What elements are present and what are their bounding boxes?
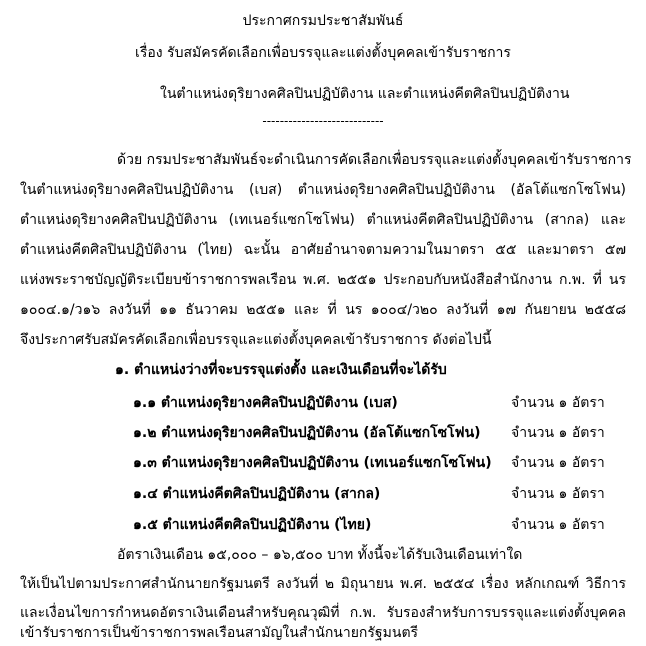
- position-count: จำนวน ๑ อัตรา: [511, 455, 605, 471]
- announcement-title: ประกาศกรมประชาสัมพันธ์: [242, 13, 404, 29]
- section-1-heading: ๑. ตำแหน่งว่างที่จะบรรจุแต่งตั้ง และเงินเดือนที่จะได้รับ: [115, 362, 447, 378]
- position-count: จำนวน ๑ อัตรา: [511, 395, 605, 411]
- salary-line-4: เข้ารับราชการเป็นข้าราชการพลเรือนสามัญในสำนักนายกรัฐมนตรี: [20, 625, 419, 641]
- subject-line-1: เรื่อง รับสมัครคัดเลือกเพื่อบรรจุและแต่งตั้งบุคคลเข้ารับราชการ: [135, 45, 511, 61]
- intro-line-2: ในตำแหน่งดุริยางคศิลปินปฏิบัติงาน (เบส) ตำแหน่งดุริยางคศิลปินปฏิบัติงาน (อัลโต้แซกโซโฟน): [20, 182, 626, 198]
- subject-line-2: ในตำแหน่งดุริยางคศิลปินปฏิบัติงาน และตำแหน่งคีตศิลปินปฏิบัติงาน: [160, 86, 570, 102]
- intro-line-5: แห่งพระราชบัญญัติระเบียบข้าราชการพลเรือน พ.ศ. ๒๕๕๑ ประกอบกับหนังสือสำนักงาน ก.พ. ที่ นร: [20, 272, 626, 288]
- salary-line-2: ให้เป็นไปตามประกาศสำนักนายกรัฐมนตรี ลงวันที่ ๒ มิถุนายน พ.ศ. ๒๕๕๔ เรื่อง หลักเกณฑ์ วิธีการ: [20, 576, 626, 592]
- intro-line-1: ด้วย กรมประชาสัมพันธ์จะดำเนินการคัดเลือกเพื่อบรรจุและแต่งตั้งบุคคลเข้ารับราชการ: [117, 152, 632, 168]
- salary-line-1: อัตราเงินเดือน ๑๕,๐๐๐ – ๑๖,๕๐๐ บาท ทั้งนี้จะได้รับเงินเดือนเท่าใด: [117, 547, 523, 563]
- salary-line-3: และเงื่อนไขการกำหนดอัตราเงินเดือนสำหรับคุณวุฒิที่ ก.พ. รับรองสำหรับการบรรจุและแต่งตั้งบุคคล: [20, 605, 626, 621]
- position-label: ๑.๑ ตำแหน่งดุริยางคศิลปินปฏิบัติงาน (เบส): [133, 395, 398, 411]
- position-label: ๑.๓ ตำแหน่งดุริยางคศิลปินปฏิบัติงาน (เทเนอร์แซกโซโฟน): [133, 455, 492, 471]
- position-label: ๑.๕ ตำแหน่งคีตศิลปินปฏิบัติงาน (ไทย): [133, 517, 372, 533]
- intro-line-7: จึงประกาศรับสมัครคัดเลือกเพื่อบรรจุและแต่งตั้งบุคคลเข้ารับราชการ ดังต่อไปนี้: [20, 332, 492, 348]
- position-label: ๑.๔ ตำแหน่งคีตศิลปินปฏิบัติงาน (สากล): [133, 486, 381, 502]
- position-count: จำนวน ๑ อัตรา: [511, 517, 605, 533]
- intro-line-4: ตำแหน่งคีตศิลปินปฏิบัติงาน (ไทย) ฉะนั้น อาศัยอำนาจตามความในมาตรา ๕๕ และมาตรา ๕๗: [20, 242, 626, 258]
- separator-line: ----------------------------: [262, 114, 384, 128]
- intro-line-6: ๑๐๐๔.๑/ว๑๖ ลงวันที่ ๑๑ ธันวาคม ๒๕๕๑ และ ที่ นร ๑๐๐๔/ว๒๐ ลงวันที่ ๑๗ กันยายน ๒๕๕๘: [20, 302, 626, 318]
- position-label: ๑.๒ ตำแหน่งดุริยางคศิลปินปฏิบัติงาน (อัลโต้แซกโซโฟน): [133, 425, 481, 441]
- intro-line-3: ตำแหน่งดุริยางคศิลปินปฏิบัติงาน (เทเนอร์แซกโซโฟน) ตำแหน่งคีตศิลปินปฏิบัติงาน (สากล) และ: [20, 212, 626, 228]
- position-count: จำนวน ๑ อัตรา: [511, 425, 605, 441]
- position-count: จำนวน ๑ อัตรา: [511, 486, 605, 502]
